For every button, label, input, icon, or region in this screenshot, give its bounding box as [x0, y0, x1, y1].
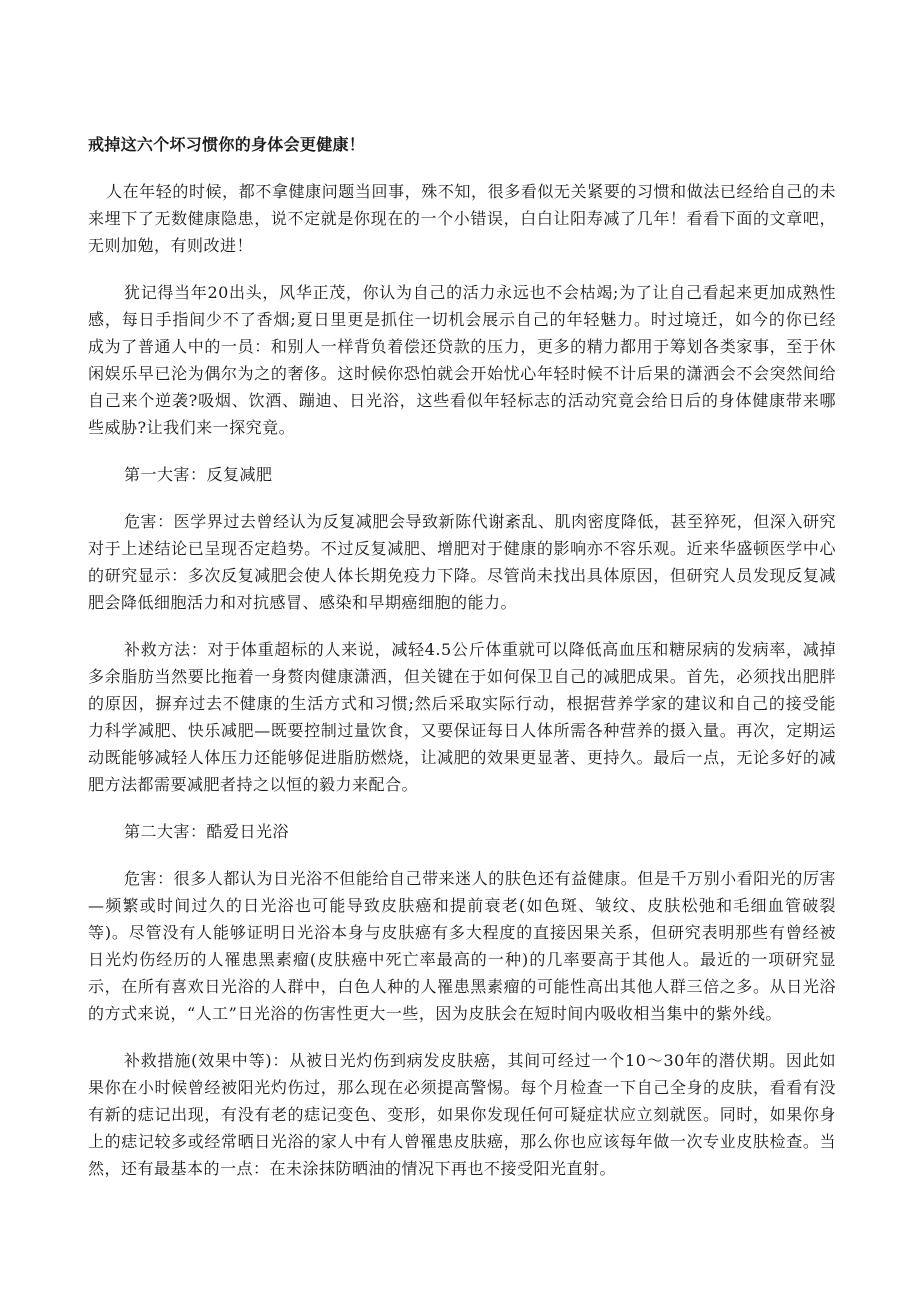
intro-paragraph: 人在年轻的时候，都不拿健康问题当回事，殊不知，很多看似无关紧要的习惯和做法已经给自己的未来埋下了无数健康隐患，说不定就是你现在的一个小错误，白白让阳寿减了几年！看看下面的文章吧，无则加勉，有则改进！ — [88, 182, 836, 255]
body-paragraph-4: 危害：很多人都认为日光浴不但能给自己带来迷人的肤色还有益健康。但是千万别小看阳光的厉害—频繁或时间过久的日光浴也可能导致皮肤癌和提前衰老(如色斑、皱纹、皮肤松弛和毛细血管破裂等)。尽管没有人能够证明日光浴本身与皮肤癌有多大程度的直接因果关系，但研究表明那些有曾经被日光灼伤经历的人罹患黑素瘤(皮肤癌中死亡率最高的一种)的几率要高于其他人。最近的一项研究显示，在所有喜欢日光浴的人群中，白色人种的人罹患黑素瘤的可能性高出其他人群三倍之多。从日光浴的方式来说，“人工”日光浴的伤害性更大一些，因为皮肤会在短时间内吸收相当集中的紫外线。 — [88, 869, 836, 1023]
body-paragraph-2: 危害：医学界过去曾经认为反复减肥会导致新陈代谢紊乱、肌肉密度降低，甚至猝死，但深入研究对于上述结论已呈现否定趋势。不过反复减肥、增肥对于健康的影响亦不容乐观。近来华盛顿医学中心的研究显示：多次反复减肥会使人体长期免疫力下降。尽管尚未找出具体原因，但研究人员发现反复减肥会降低细胞活力和对抗感冒、感染和早期癌细胞的能力。 — [88, 512, 836, 612]
body-paragraph-3: 补救方法：对于体重超标的人来说，减轻4.5公斤体重就可以降低高血压和糖尿病的发病率，减掉多余脂肪当然要比拖着一身赘肉健康潇洒，但关键在于如何保卫自己的减肥成果。首先，必须找出肥胖的原因，摒弃过去不健康的生活方式和习惯;然后采取实际行动，根据营养学家的建议和自己的接受能力科学减肥、快乐减肥—既要控制过量饮食，又要保证每日人体所需各种营养的摄入量。再次，定期运动既能够减轻人体压力还能够促进脂肪燃烧，让减肥的效果更显著、更持久。最后一点，无论多好的减肥方法都需要减肥者持之以恒的毅力来配合。 — [88, 640, 836, 794]
article-title: 戒掉这六个坏习惯你的身体会更健康！ — [88, 135, 366, 154]
document-page — [88, 132, 836, 1202]
section-heading-2: 第二大害：酷爱日光浴 — [124, 822, 290, 841]
section-heading-1: 第一大害：反复减肥 — [124, 465, 273, 484]
body-paragraph-1: 犹记得当年20出头，风华正茂，你认为自己的活力永远也不会枯竭;为了让自己看起来更加成熟性感，每日手指间少不了香烟;夏日里更是抓住一切机会展示自己的年轻魅力。时过境迁，如今的你已经成为了普通人中的一员：和别人一样背负着偿还贷款的压力，更多的精力都用于筹划各类家事，至于休闲娱乐早已沦为偶尔为之的奢侈。这时候你恐怕就会开始忧心年轻时候不计后果的潇洒会不会突然间给自己来个逆袭?吸烟、饮酒、蹦迪、日光浴，这些看似年轻标志的活动究竟会给日后的身体健康带来哪些威胁?让我们来一探究竟。 — [88, 283, 836, 437]
body-paragraph-5: 补救措施(效果中等)：从被日光灼伤到病发皮肤癌，其间可经过一个10～30年的潜伏期。因此如果你在小时候曾经被阳光灼伤过，那么现在必须提高警惕。每个月检查一下自己全身的皮肤，看看有没有新的痣记出现，有没有老的痣记变色、变形，如果你发现任何可疑症状应立刻就医。同时，如果你身上的痣记较多或经常晒日光浴的家人中有人曾罹患皮肤癌，那么你也应该每年做一次专业皮肤检查。当然，还有最基本的一点：在未涂抹防晒油的情况下再也不接受阳光直射。 — [88, 1051, 836, 1178]
